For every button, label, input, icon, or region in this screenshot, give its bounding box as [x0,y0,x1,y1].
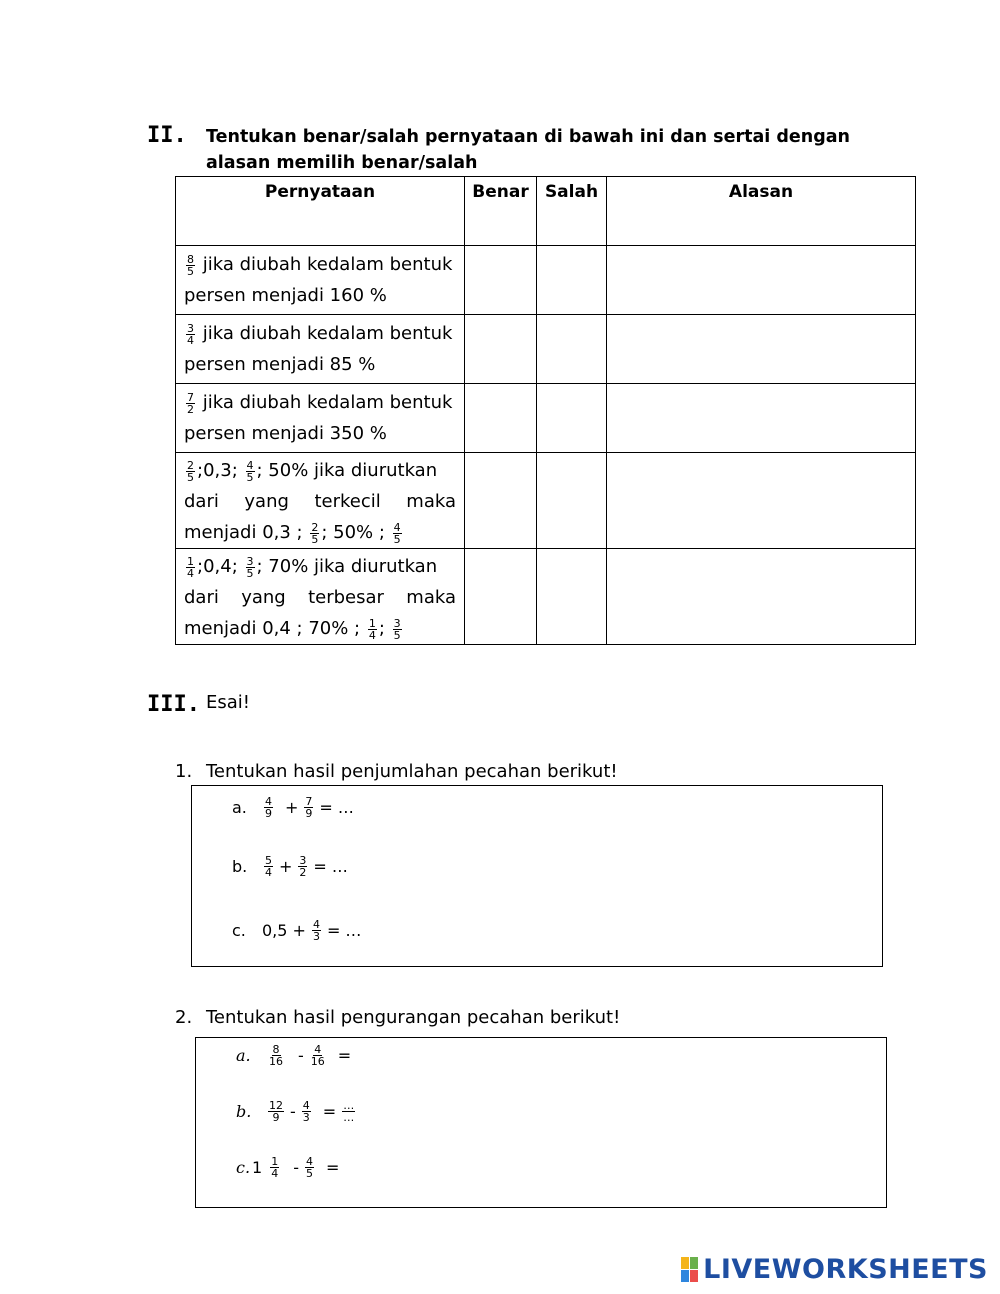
statement-text: persen menjadi 160 % [184,285,387,306]
fraction: $\frac{7}{2}$ [187,390,194,416]
statement-text: ; [378,618,385,639]
table-header-row [176,177,916,246]
q1-item-b [232,855,348,878]
fraction: $\frac{2}{5}$ [311,520,319,546]
statement-cell [176,549,465,645]
fraction: $\frac{3}{2}$ [299,854,307,879]
statement-text: ; 50% ; [321,522,385,543]
statement-text: menjadi 0,3 ; [184,522,303,543]
item-label: c. [236,1158,251,1177]
statement-text: ;0,4; [197,556,238,577]
operator: - [298,1046,304,1065]
statement-text: jika diubah kedalam bentuk [202,254,453,275]
liveworksheets-logo[interactable] [681,1254,988,1285]
statement-cell [176,384,465,453]
operator: + [279,857,293,876]
statement-text: ;0,3; [197,460,238,481]
q2-item-a [236,1044,351,1067]
false-cell[interactable] [537,384,607,453]
table-row [176,453,916,549]
fraction: $\frac{8}{5}$ [187,252,194,278]
header-reason: Alasan [607,177,916,246]
question-1-text: Tentukan hasil penjumlahan pecahan berikut! [206,761,618,782]
table-row [176,246,916,315]
false-cell[interactable] [537,246,607,315]
table-row [176,384,916,453]
fraction: $\frac{4}{9}$ [265,795,272,820]
statement-cell [176,315,465,384]
item-label: a. [236,1046,251,1065]
table-row [176,315,916,384]
header-false: Salah [537,177,607,246]
header-statement: Pernyataan [176,177,465,246]
fraction: $\frac{7}{9}$ [305,795,313,820]
fraction: $\frac{1}{4}$ [271,1155,279,1180]
whole-number: 1 [252,1158,263,1177]
question-2-answer-box [195,1037,887,1208]
header-true: Benar [465,177,537,246]
equals-blank: = … [319,798,354,817]
item-label: b. [232,857,248,876]
statement-text: persen menjadi 350 % [184,423,387,444]
fraction: $\frac{3}{4}$ [187,321,194,347]
q1-item-c [232,919,361,942]
true-false-table [175,176,916,645]
equals-blank: = … [326,921,362,940]
question-1-number: 1. [175,761,193,782]
fraction: $\frac{1}{4}$ [187,554,194,580]
statement-text: dari yang terbesar maka [184,587,456,608]
section-2-title-line1: Tentukan benar/salah pernyataan di bawah ini dan sertai dengan [206,127,851,147]
q1-item-a [232,796,354,819]
true-cell[interactable] [465,549,537,645]
fraction: $\frac{4}{16}$ [310,1043,325,1068]
q2-item-b [236,1100,357,1123]
operator: + [285,798,299,817]
operator: - [290,1102,296,1121]
section-2-title [206,124,850,176]
liveworksheets-logo-icon [681,1257,698,1282]
operand: 0,5 + [262,921,306,940]
false-cell[interactable] [537,315,607,384]
fraction: $\frac{5}{4}$ [265,854,272,879]
result-fraction: $\frac{\dots}{\dots}$ [343,1099,355,1124]
equals-sign: = [337,1046,352,1065]
reason-cell[interactable] [607,453,916,549]
question-1-answer-box [191,785,883,967]
fraction: $\frac{2}{5}$ [187,458,194,484]
statement-text: ; 50% jika diurutkan [256,460,438,481]
section-2-title-line2: alasan memilih benar/salah [206,153,478,173]
fraction: $\frac{4}{5}$ [393,520,401,546]
table-row [176,549,916,645]
statement-text: jika diubah kedalam bentuk [202,323,453,344]
section-3-title: Esai! [206,692,250,713]
fraction: $\frac{3}{5}$ [393,616,401,642]
equals-sign: = [322,1102,337,1121]
reason-cell[interactable] [607,246,916,315]
equals-sign: = [326,1158,340,1177]
true-cell[interactable] [465,315,537,384]
statement-text: dari yang terkecil maka [184,491,456,512]
item-label: c. [232,921,246,940]
fraction: $\frac{4}{5}$ [246,458,254,484]
question-2-number: 2. [175,1007,193,1028]
statement-cell [176,453,465,549]
item-label: b. [236,1102,252,1121]
reason-cell[interactable] [607,315,916,384]
true-cell[interactable] [465,384,537,453]
true-cell[interactable] [465,453,537,549]
fraction: $\frac{8}{16}$ [269,1043,283,1068]
reason-cell[interactable] [607,384,916,453]
fraction: $\frac{4}{5}$ [306,1155,314,1180]
fraction: $\frac{4}{3}$ [302,1099,310,1124]
q2-item-c [236,1156,339,1179]
statement-cell [176,246,465,315]
section-3-number: III. [147,692,200,717]
fraction: $\frac{3}{5}$ [246,554,254,580]
section-2-number: II. [147,123,187,148]
false-cell[interactable] [537,453,607,549]
false-cell[interactable] [537,549,607,645]
question-2-text: Tentukan hasil pengurangan pecahan berikut! [206,1007,621,1028]
statement-text: ; 70% jika diurutkan [256,556,438,577]
statement-text: persen menjadi 85 % [184,354,376,375]
statement-text: jika diubah kedalam bentuk [202,392,453,413]
true-cell[interactable] [465,246,537,315]
fraction: $\frac{12}{9}$ [269,1099,283,1124]
statement-text: menjadi 0,4 ; 70% ; [184,618,361,639]
fraction: $\frac{1}{4}$ [368,616,376,642]
fraction: $\frac{4}{3}$ [312,918,320,943]
operator: - [293,1158,300,1177]
equals-blank: = … [313,857,348,876]
brand-name: LIVEWORKSHEETS [703,1254,988,1285]
reason-cell[interactable] [607,549,916,645]
item-label: a. [232,798,247,817]
